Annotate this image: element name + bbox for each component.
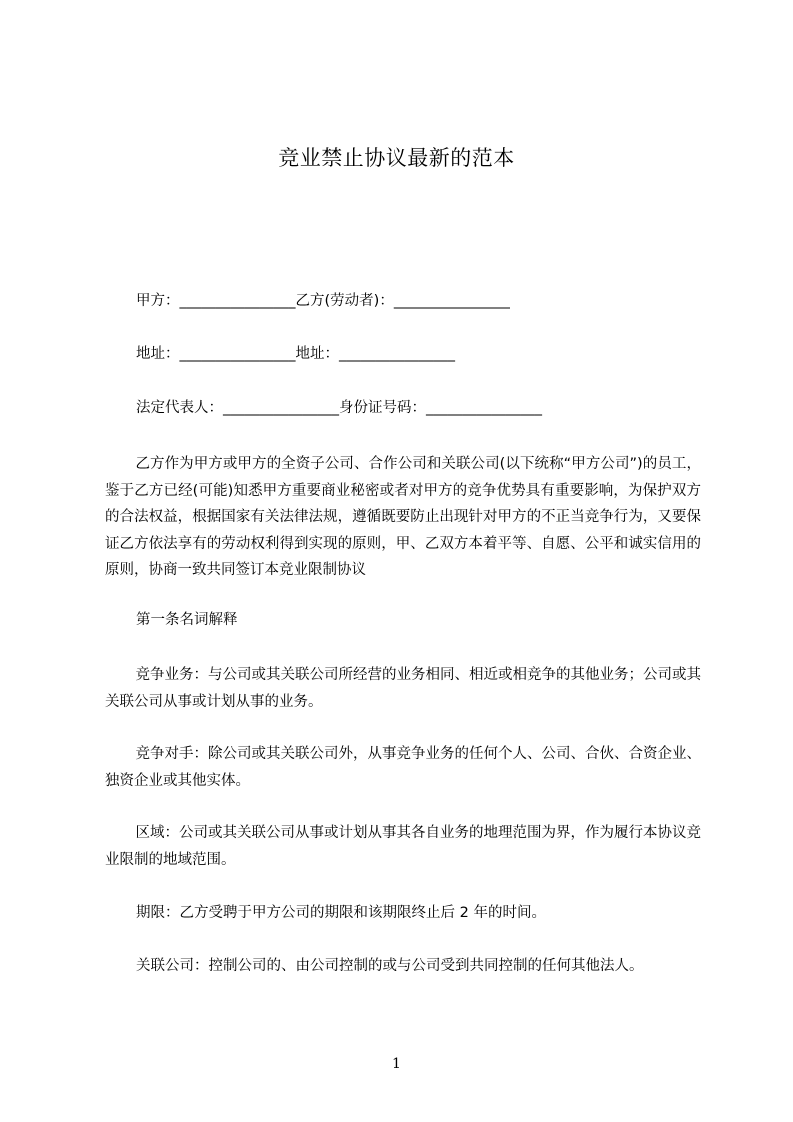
definition-term: 期限：乙方受聘于甲方公司的期限和该期限终止后 2 年的时间。 (136, 905, 546, 921)
definition-competitor: 竞争对手：除公司或其关联公司外，从事竞争业务的任何个人、公司、合伙、合资企业、独资企业或其他实体。 (105, 746, 701, 789)
definition-competing-business: 竞争业务：与公司或其关联公司所经营的业务相同、相近或相竞争的其他业务；公司或其关联公司从事或计划从事的业务。 (105, 667, 701, 710)
document-title: 竞业禁止协议最新的范本 (278, 146, 515, 170)
definition-affiliate: 关联公司：控制公司的、由公司控制的或与公司受到共同控制的任何其他法人。 (136, 958, 644, 974)
preamble-paragraph: 乙方作为甲方或甲方的全资子公司、合作公司和关联公司(以下统称“甲方公司”)的员工，鉴于乙方已经(可能)知悉甲方重要商业秘密或者对甲方的竞争优势具有重要影响，为保护双方的合法权益，根据国家有关法律法规，遵循既要防止出现针对甲方的不正当竞争行为，又要保证乙方依法享有的劳动权利得到实现的原则，甲、乙双方本着平等、自愿、公平和诚实信用的原则，协商一致共同签订本竞业限制协议 (105, 456, 701, 578)
legal-rep-field-line: 法定代表人：________________身份证号码：________________ (136, 400, 542, 416)
definition-region: 区域：公司或其关联公司从事或计划从事其各自业务的地理范围为界，作为履行本协议竞业限制的地域范围。 (105, 825, 701, 868)
page-number: 1 (392, 1056, 401, 1072)
address-field-line: 地址：________________地址：________________ (136, 346, 455, 362)
party-a-field-line: 甲方：________________乙方(劳动者)：________________ (136, 293, 510, 309)
article-1-heading: 第一条名词解释 (136, 612, 238, 628)
